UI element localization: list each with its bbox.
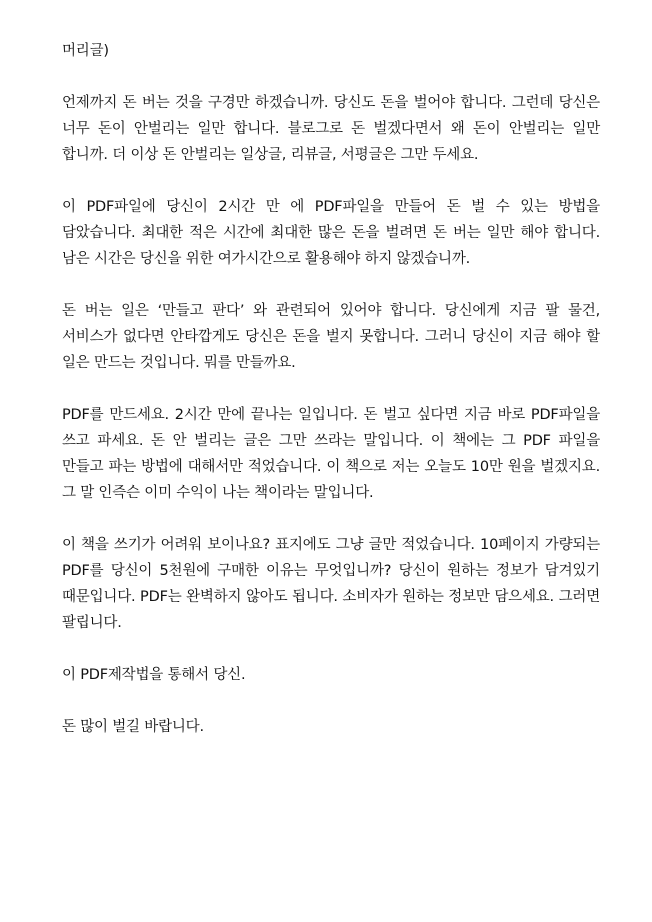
paragraph-3: 돈 버는 일은 ‘만들고 판다’ 와 관련되어 있어야 합니다. 당신에게 지금 팔 물건, 서비스가 없다면 안타깝게도 당신은 돈을 벌지 못합니다. 그러니 당신이 지금 해야 할 일은 만드는 것입니다. 뭐를 만들까요. [62, 303, 600, 371]
closing-line-1: 이 PDF제작법을 통해서 당신. [62, 667, 246, 683]
paragraph-4: PDF를 만드세요. 2시간 만에 끝나는 일입니다. 돈 벌고 싶다면 지금 바로 PDF파일을 쓰고 파세요. 돈 안 벌리는 글은 그만 쓰라는 말입니다. 이 책에는 그 PDF 파일을 만들고 파는 방법에 대해서만 적었습니다. 이 책으로 저는 오늘도 10만 원을 벌겠지요. 그 말 인즉슨 이미 수익이 나는 책이라는 말입니다. [62, 407, 600, 501]
closing-line-2: 돈 많이 벌길 바랍니다. [62, 719, 204, 735]
document-page [62, 38, 600, 766]
paragraph-1: 언제까지 돈 버는 것을 구경만 하겠습니까. 당신도 돈을 벌어야 합니다. 그런데 당신은 너무 돈이 안벌리는 일만 합니다. 블로그로 돈 벌겠다면서 왜 돈이 안벌리는 일만 합니까. 더 이상 돈 안벌리는 일상글, 리뷰글, 서평글은 그만 두세요. [62, 95, 600, 163]
document-heading: 머리글) [62, 43, 109, 59]
paragraph-5: 이 책을 쓰기가 어려워 보이나요? 표지에도 그냥 글만 적었습니다. 10페이지 가량되는 PDF를 당신이 5천원에 구매한 이유는 무엇입니까? 당신이 원하는 정보가 담겨있기 때문입니다. PDF는 완벽하지 않아도 됩니다. 소비자가 원하는 정보만 담으세요. 그러면 팔립니다. [62, 537, 600, 631]
paragraph-2: 이 PDF파일에 당신이 2시간 만 에 PDF파일을 만들어 돈 벌 수 있는 방법을 담았습니다. 최대한 적은 시간에 최대한 많은 돈을 벌려면 돈 버는 일만 해야 합니다. 남은 시간은 당신을 위한 여가시간으로 활용해야 하지 않겠습니까. [62, 199, 600, 267]
